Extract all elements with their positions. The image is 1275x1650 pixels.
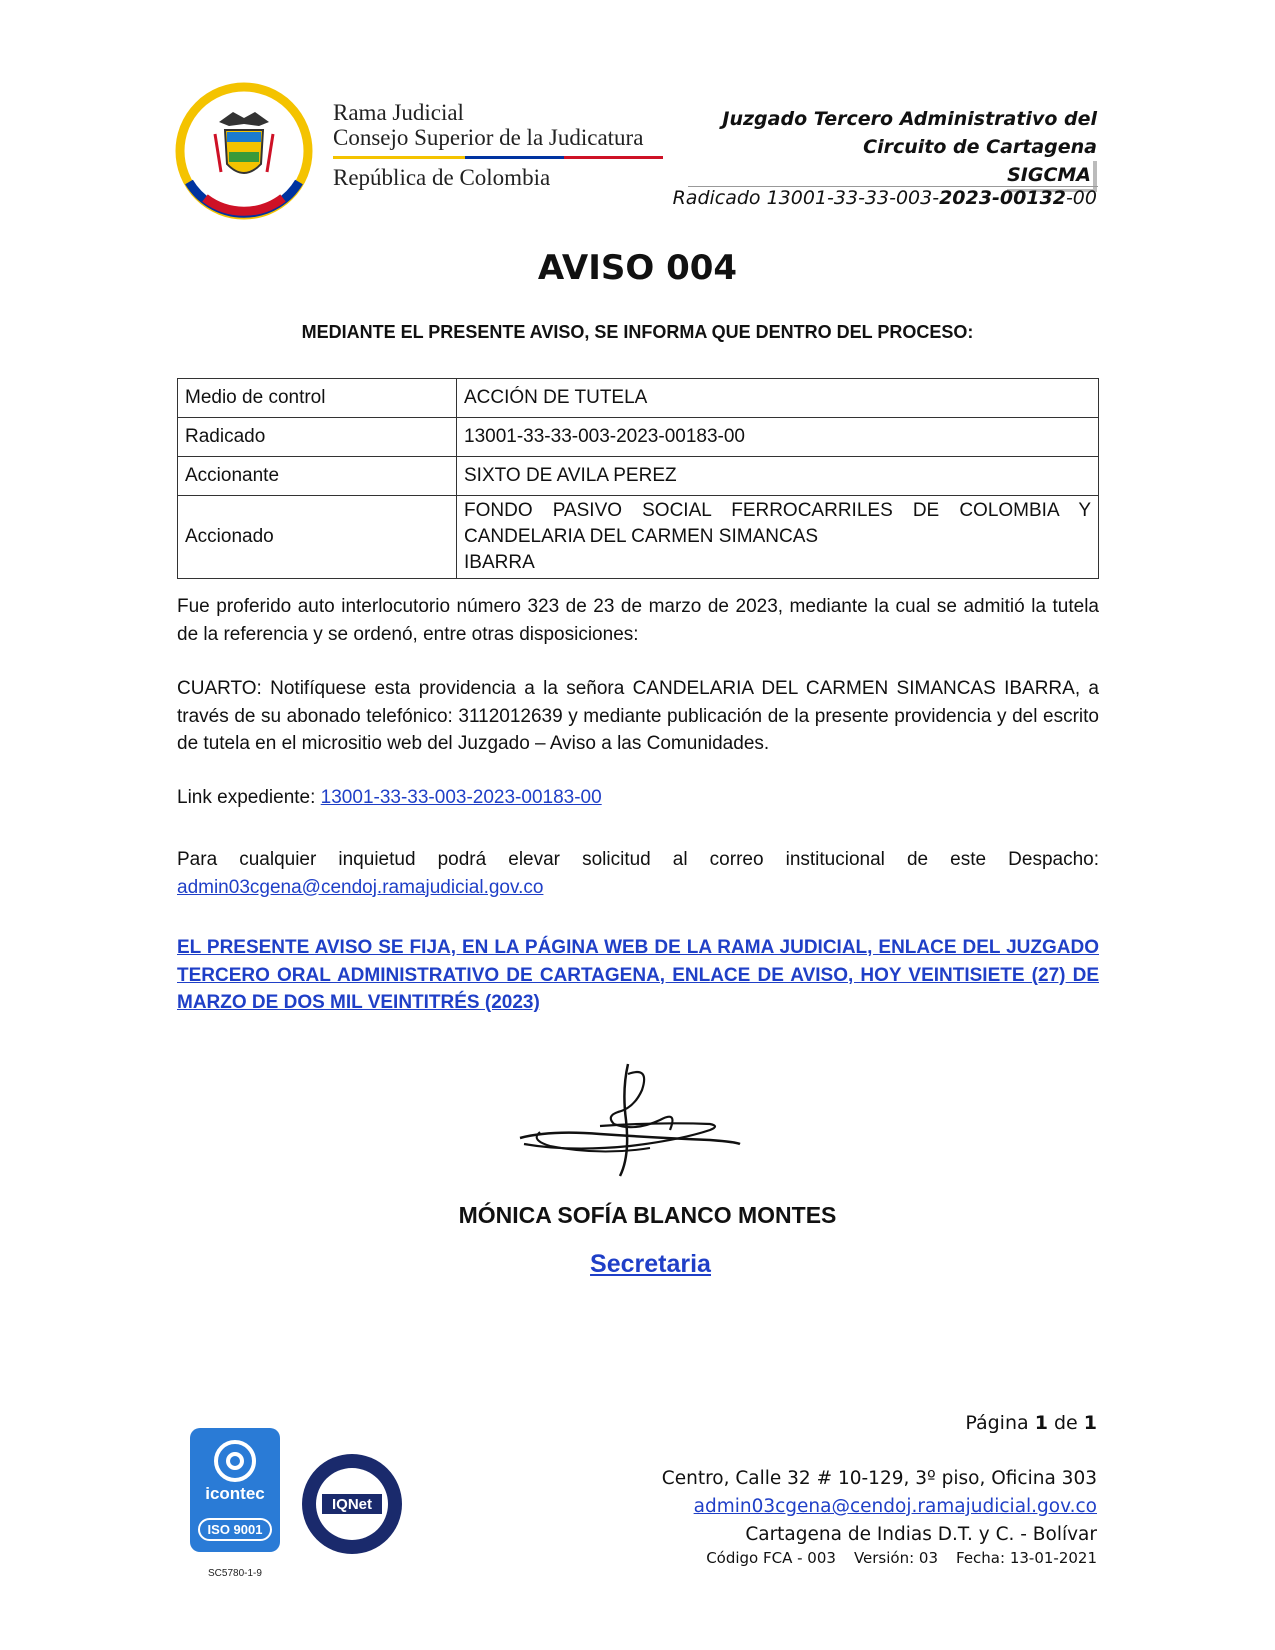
page-title: AVISO 004 <box>537 248 738 288</box>
header-radicado: Radicado 13001-33-33-003-2023-00132-00 <box>672 187 1097 209</box>
court-header <box>722 105 1097 192</box>
row-value: 13001-33-33-003-2023-00183-00 <box>457 418 1099 457</box>
row-value: SIXTO DE AVILA PEREZ <box>457 457 1099 496</box>
table-row <box>178 496 1099 579</box>
notice-link[interactable]: EL PRESENTE AVISO SE FIJA, EN LA PÁGINA WEB DE LA RAMA JUDICIAL, ENLACE DEL JUZGADO TERCERO ORAL ADMINISTRATIVO DE CARTAGENA, ENLACE DE AVISO, HOY VEINTISIETE (27) DE MARZO DE DOS MIL VEINTITRÉS (2023) <box>177 937 1099 1013</box>
contact-paragraph <box>177 846 1099 901</box>
sigcma-label: SIGCMA <box>1007 161 1097 192</box>
row-label: Accionante <box>178 457 457 496</box>
institution-line-1: Rama Judicial <box>333 100 464 125</box>
iqnet-seal <box>300 1452 404 1556</box>
rama-judicial-logo <box>175 82 313 220</box>
paragraph-auto: Fue proferido auto interlocutorio número 323 de 23 de marzo de 2023, mediante la cual se admitió la tutela de la referencia y se ordenó, entre otras disposiciones: <box>177 596 1099 645</box>
value-line-1: FONDO PASIVO SOCIAL FERROCARRILES DE COLOMBIA Y <box>464 500 1091 521</box>
institution-block <box>333 100 663 190</box>
page-number: Página 1 de 1 <box>965 1412 1097 1434</box>
iso-badge: ISO 9001 <box>198 1518 272 1541</box>
court-line-2: Circuito de Cartagena <box>863 136 1097 158</box>
colombia-flag-rule <box>333 156 663 159</box>
value-line-2: CANDELARIA DEL CARMEN SIMANCAS <box>464 526 819 547</box>
city-line: Cartagena de Indias D.T. y C. - Bolívar <box>745 1524 1097 1545</box>
handwritten-signature <box>510 1060 750 1180</box>
row-label: Accionado <box>178 496 457 579</box>
row-label: Radicado <box>178 418 457 457</box>
table-row <box>178 457 1099 496</box>
email-link[interactable]: admin03cgena@cendoj.ramajudicial.gov.co <box>177 876 544 898</box>
icontec-ring-icon <box>214 1440 256 1482</box>
table-row <box>178 418 1099 457</box>
process-info-table <box>177 378 1099 579</box>
footer-email-link[interactable]: admin03cgena@cendoj.ramajudicial.gov.co <box>693 1496 1097 1517</box>
row-label: Medio de control <box>178 379 457 418</box>
link-paragraph <box>177 784 1099 812</box>
table-row <box>178 379 1099 418</box>
address-line: Centro, Calle 32 # 10-129, 3º piso, Oficina 303 <box>661 1468 1097 1489</box>
signer-name: MÓNICA SOFÍA BLANCO MONTES <box>458 1202 837 1228</box>
contact-text: Para cualquier inquietud podrá elevar solicitud al correo institucional de este Despacho: <box>177 849 1099 870</box>
value-line-3: IBARRA <box>464 552 535 573</box>
institution-line-2: Consejo Superior de la Judicatura <box>333 125 644 150</box>
doc-version: Versión: 03 <box>853 1549 939 1567</box>
doc-date: Fecha: 13-01-2021 <box>956 1549 1097 1567</box>
iqnet-label: IQNet <box>331 1496 373 1513</box>
document-codes <box>688 1549 1097 1567</box>
row-value <box>457 496 1099 579</box>
signer-role: Secretaria <box>590 1250 711 1278</box>
doc-code: Código FCA - 003 <box>706 1549 836 1567</box>
expediente-link[interactable]: 13001-33-33-003-2023-00183-00 <box>320 787 602 808</box>
page-subtitle: MEDIANTE EL PRESENTE AVISO, SE INFORMA QUE DENTRO DEL PROCESO: <box>301 322 974 342</box>
icontec-name: icontec <box>205 1484 265 1503</box>
link-label: Link expediente: <box>177 787 316 808</box>
institution-line-3: República de Colombia <box>333 165 551 190</box>
footer-address <box>662 1465 1097 1549</box>
certificate-code: SC5780-1-9 <box>208 1568 262 1579</box>
paragraph-cuarto: CUARTO: Notifíquese esta providencia a la señora CANDELARIA DEL CARMEN SIMANCAS IBARRA, a través de su abonado telefónico: 3112012639 y mediante publicación de la presente providencia y del escrito de tutela en el micrositio web del Juzgado – Aviso a las Comunidades. <box>177 678 1099 754</box>
icontec-logo <box>190 1428 280 1552</box>
row-value: ACCIÓN DE TUTELA <box>457 379 1099 418</box>
court-line-1: Juzgado Tercero Administrativo del <box>722 108 1097 130</box>
